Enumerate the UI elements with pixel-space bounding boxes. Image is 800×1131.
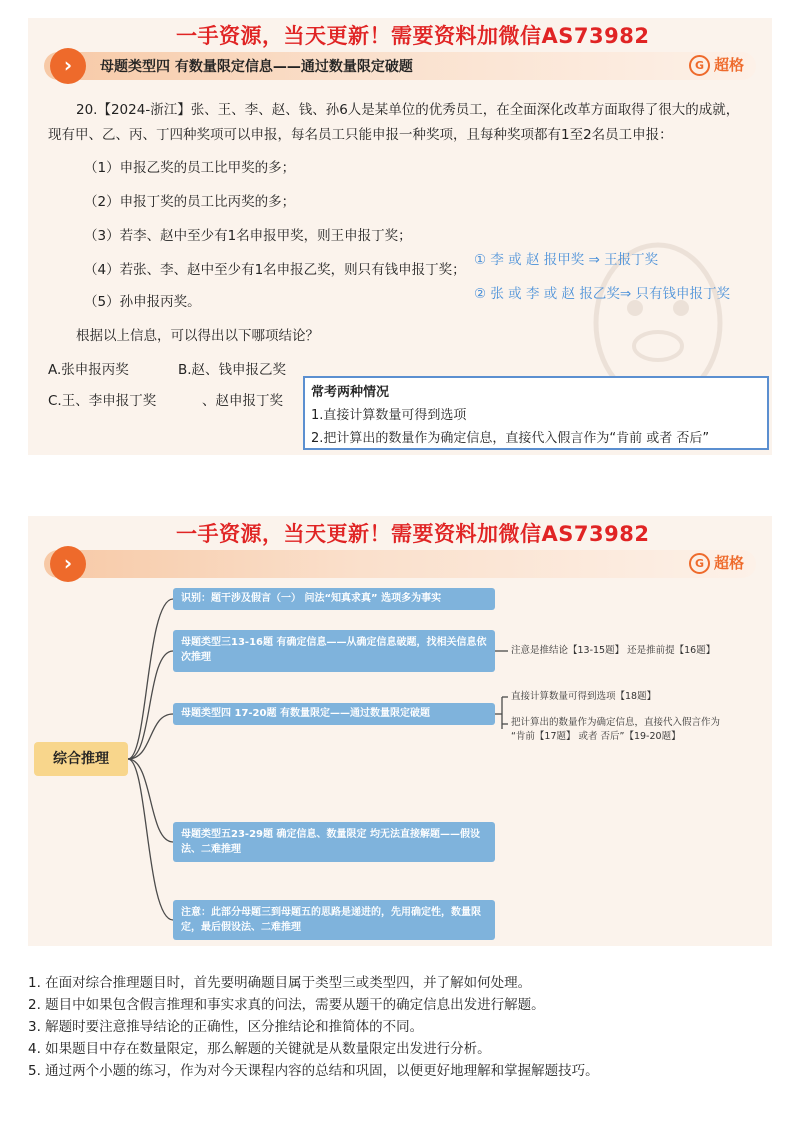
hint-2: ② 张 或 李 或 赵 报乙奖⇒ 只有钱申报丁奖 [474,286,730,302]
option-c: C.王、李申报丁奖 [48,393,157,409]
condition-1: （1）申报乙奖的员工比甲奖的多； [84,160,296,176]
slide-title: 母题类型四 有数量限定信息——通过数量限定破题 [100,59,413,75]
condition-5: （5）孙申报丙奖。 [84,294,201,310]
note-type-4-a: 直接计算数量可得到选项【18题】 [511,691,657,702]
summary-item: 1. 在面对综合推理题目时，首先要明确题目属于类型三或类型四，并了解如何处理。 [28,975,532,991]
summary-list [28,972,772,1082]
info-box-heading: 常考两种情况 [311,385,390,400]
info-box-line-2: 2.把计算出的数量作为确定信息，直接代入假言作为“肯前 或者 否后” [311,431,710,446]
condition-3: （3）若李、赵中至少有1名申报甲奖，则王申报丁奖； [84,228,412,244]
note-type-4-b2: “肯前【17题】 或者 否后”【19-20题】 [511,731,681,742]
mindmap-node-type-5: 母题类型五23-29题 确定信息、数量限定 均无法直接解题——假设法、二难推理 [173,822,495,862]
info-box-line-1: 1.直接计算数量可得到选项 [311,408,467,423]
mindmap-node-identify: 识别：题干涉及假言（一） 问法“知真求真” 选项多为事实 [173,588,495,610]
chevron-right-icon: › [50,48,86,84]
watermark-text: 一手资源，当天更新！需要资料加微信AS73982 [176,522,650,546]
brand-name: 超格 [713,56,744,74]
mindmap-node-type-4: 母题类型四 17-20题 有数量限定——通过数量限定破题 [173,703,495,725]
mindmap-root: 综合推理 [34,742,128,776]
option-b: B.赵、钱申报乙奖 [178,362,287,378]
summary-item: 5. 通过两个小题的练习，作为对今天课程内容的总结和巩固，以便更好地理解和掌握解题技巧。 [28,1063,599,1079]
mindmap-slide [28,516,772,946]
brand-name: 超格 [713,554,744,572]
question-text: 20.【2024-浙江】张、王、李、赵、钱、孙6人是某单位的优秀员工，在全面深化改革方面取得了很大的成就，现有甲、乙、丙、丁四种奖项可以申报，每名员工只能申报一种奖项，且每种奖项都有1至2名员工申报： [48,102,740,143]
brand-logo-icon: G [689,553,710,574]
brand-logo-icon: G [689,55,710,76]
note-type-4-b1: 把计算出的数量作为确定信息，直接代入假言作为 [511,717,721,728]
info-box [303,376,769,450]
watermark-text: 一手资源，当天更新！需要资料加微信AS73982 [176,24,650,48]
brand-logo [689,54,744,76]
option-a: A.张申报丙奖 [48,362,129,378]
mindmap-node-type-3: 母题类型三13-16题 有确定信息——从确定信息破题，找相关信息依次推理 [173,630,495,672]
summary-item: 3. 解题时要注意推导结论的正确性，区分推结论和推简体的不同。 [28,1019,424,1035]
summary-item: 4. 如果题目中存在数量限定，那么解题的关键就是从数量限定出发进行分析。 [28,1041,491,1057]
question-slide [28,18,772,455]
chevron-right-icon: › [50,546,86,582]
summary-item: 2. 题目中如果包含假言推理和事实求真的问法，需要从题干的确定信息出发进行解题。 [28,997,545,1013]
condition-4: （4）若张、李、赵中至少有1名申报乙奖，则只有钱申报丁奖； [84,262,466,278]
mindmap-node-note: 注意：此部分母题三到母题五的思路是递进的，先用确定性，数量限定，最后假设法、二难推理 [173,900,495,940]
condition-2: （2）申报丁奖的员工比丙奖的多； [84,194,296,210]
question-prompt: 根据以上信息，可以得出以下哪项结论？ [76,328,319,344]
note-type-3: 注意是推结论【13-15题】 还是推前提【16题】 [511,645,716,656]
hint-1: ① 李 或 赵 报甲奖 ⇒ 王报丁奖 [474,252,659,268]
option-d: 、赵申报丁奖 [202,393,283,409]
